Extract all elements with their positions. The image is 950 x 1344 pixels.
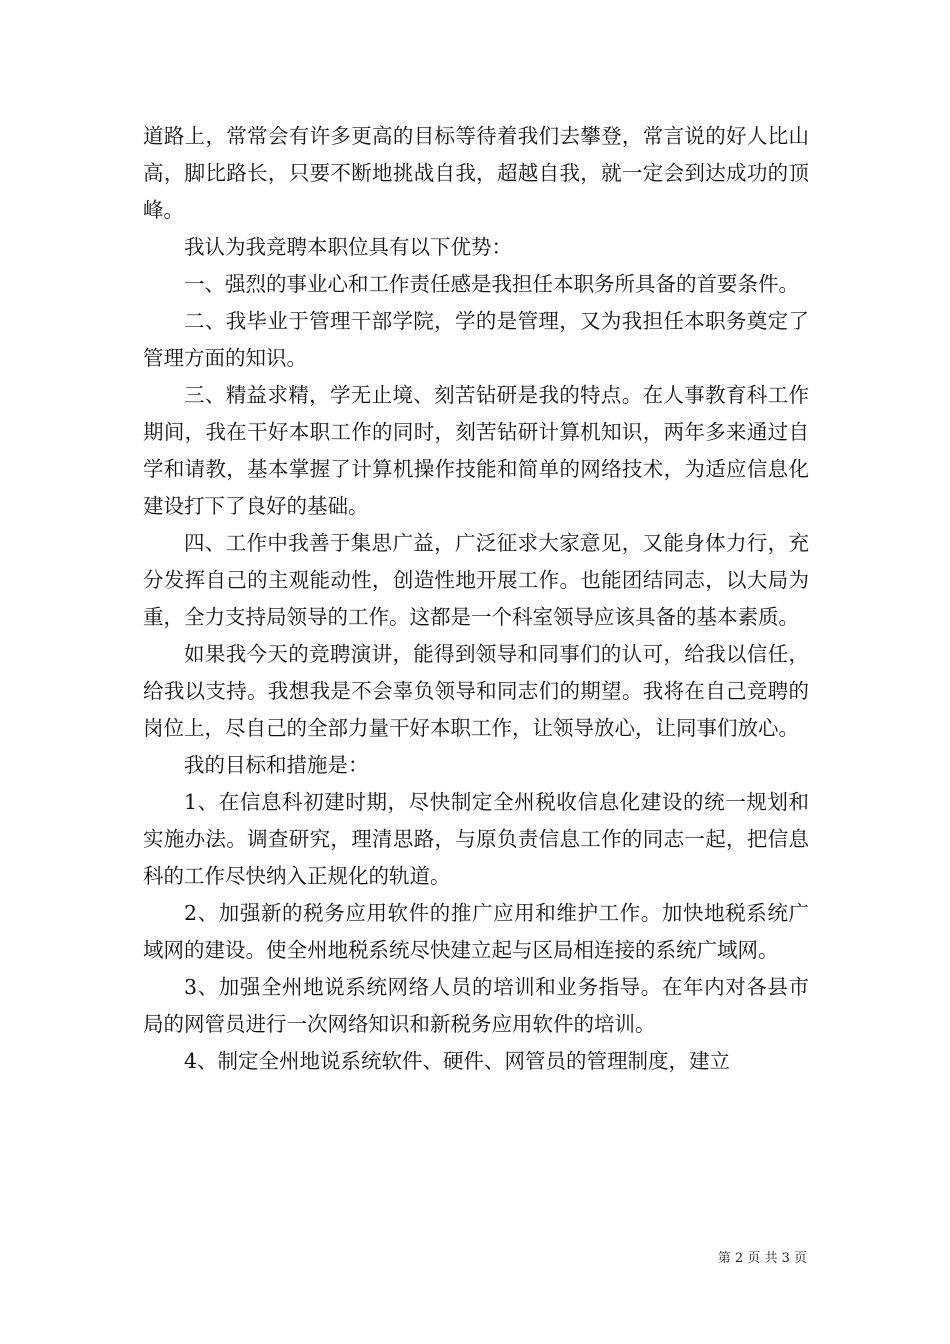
paragraph-goal-3: 3、加强全州地说系统网络人员的培训和业务指导。在年内对各县市局的网管员进行一次网络知识和新税务应用软件的培训。 — [143, 975, 809, 1036]
paragraph-goal-4: 4、制定全州地说系统软件、硬件、网管员的管理制度，建立 — [184, 1049, 731, 1073]
paragraph-goals-intro: 我的目标和措施是： — [184, 753, 369, 777]
paragraph-advantages-intro: 我认为我竞聘本职位具有以下优势： — [184, 235, 512, 259]
paragraph-advantage-1: 一、强烈的事业心和工作责任感是我担任本职务所具备的首要条件。 — [184, 272, 799, 296]
paragraph-continuation: 道路上，常常会有许多更高的目标等待着我们去攀登，常言说的好人比山高，脚比路长，只要不断地挑战自我，超越自我，就一定会到达成功的顶峰。 — [143, 124, 809, 222]
document-body — [143, 118, 809, 1080]
paragraph-goal-2: 2、加强新的税务应用软件的推广应用和维护工作。加快地税系统广域网的建设。使全州地税系统尽快建立起与区局相连接的系统广域网。 — [143, 901, 809, 962]
paragraph-advantage-3: 三、精益求精，学无止境、刻苦钻研是我的特点。在人事教育科工作期间，我在干好本职工作的同时，刻苦钻研计算机知识，两年多来通过自学和请教，基本掌握了计算机操作技能和简单的网络技术，为适应信息化建设打下了良好的基础。 — [143, 383, 809, 518]
paragraph-advantage-2: 二、我毕业于管理干部学院，学的是管理，又为我担任本职务奠定了管理方面的知识。 — [143, 309, 809, 370]
paragraph-goal-1: 1、在信息科初建时期，尽快制定全州税收信息化建设的统一规划和实施办法。调查研究，理清思路，与原负责信息工作的同志一起，把信息科的工作尽快纳入正规化的轨道。 — [143, 790, 809, 888]
page-number: 第 2 页 共 3 页 — [717, 1251, 807, 1266]
paragraph-commitment: 如果我今天的竞聘演讲，能得到领导和同事们的认可，给我以信任，给我以支持。我想我是不会辜负领导和同志们的期望。我将在自己竞聘的岗位上，尽自己的全部力量干好本职工作，让领导放心，让同事们放心。 — [143, 642, 809, 740]
paragraph-advantage-4: 四、工作中我善于集思广益，广泛征求大家意见，又能身体力行，充分发挥自己的主观能动性，创造性地开展工作。也能团结同志，以大局为重，全力支持局领导的工作。这都是一个科室领导应该具备的基本素质。 — [143, 531, 809, 629]
